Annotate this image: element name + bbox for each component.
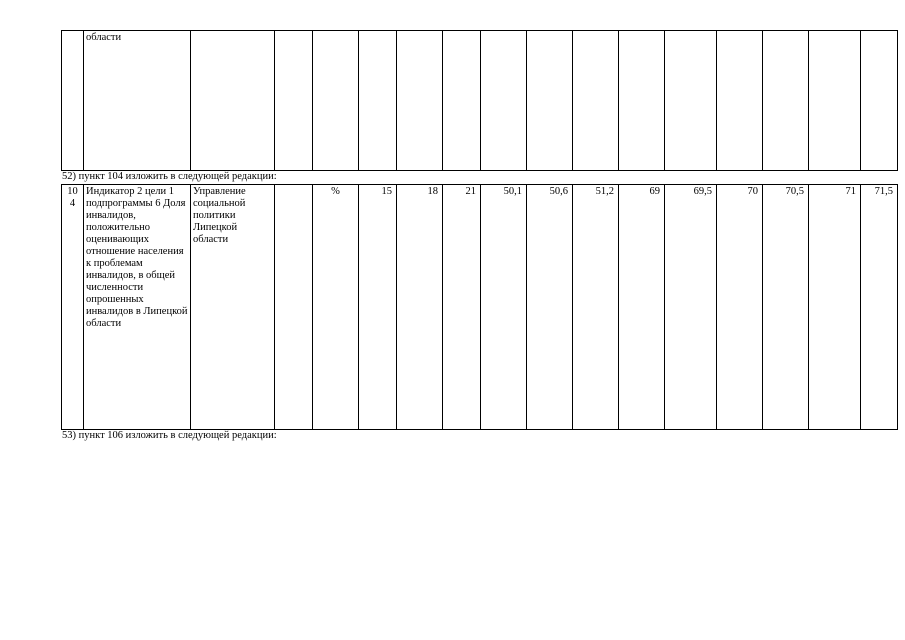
cell-unit: [313, 31, 359, 171]
cell-index: [62, 31, 84, 171]
cell-value: [717, 31, 763, 171]
cell-value: 21: [443, 185, 481, 430]
cell-name: области: [84, 31, 191, 171]
cell-value: 70,5: [763, 185, 809, 430]
cell-value: 69,5: [665, 185, 717, 430]
cell-value: 50,6: [527, 185, 573, 430]
cell-value: 69: [619, 185, 665, 430]
cell-value: [573, 31, 619, 171]
cell-value: 71: [809, 185, 861, 430]
cell-name: Индикатор 2 цели 1 подпрограммы 6 Доля инвалидов, положительно оценивающих отношение населения к проблемам инвалидов, в общей численности опрошенных инвалидов в Липецкой области: [84, 185, 191, 430]
table-continuation: [61, 30, 898, 171]
cell-index: [62, 185, 84, 430]
cell-value: [619, 31, 665, 171]
cell-value: [665, 31, 717, 171]
cell-value: [481, 31, 527, 171]
cell-blank: [275, 31, 313, 171]
cell-value: [359, 31, 397, 171]
cell-blank: [275, 185, 313, 430]
table-row: [62, 185, 898, 430]
table-row: [62, 31, 898, 171]
cell-value: 15: [359, 185, 397, 430]
cell-executor: Управление социальной политики Липецкой области: [191, 185, 275, 430]
instruction-53: 53) пункт 106 изложить в следующей редакции:: [62, 430, 277, 441]
document-page: [61, 30, 897, 443]
cell-value: 70: [717, 185, 763, 430]
cell-value: 51,2: [573, 185, 619, 430]
table-item-104: [61, 184, 898, 430]
cell-value: [397, 31, 443, 171]
cell-value: 71,5: [861, 185, 898, 430]
cell-unit: %: [313, 185, 359, 430]
cell-value: [443, 31, 481, 171]
cell-value: [809, 31, 861, 171]
cell-executor: [191, 31, 275, 171]
cell-value: 50,1: [481, 185, 527, 430]
instruction-52: 52) пункт 104 изложить в следующей редакции:: [62, 171, 277, 182]
cell-value: [527, 31, 573, 171]
cell-value: [861, 31, 898, 171]
cell-value: 18: [397, 185, 443, 430]
index-text: 10 4: [67, 186, 78, 209]
cell-value: [763, 31, 809, 171]
